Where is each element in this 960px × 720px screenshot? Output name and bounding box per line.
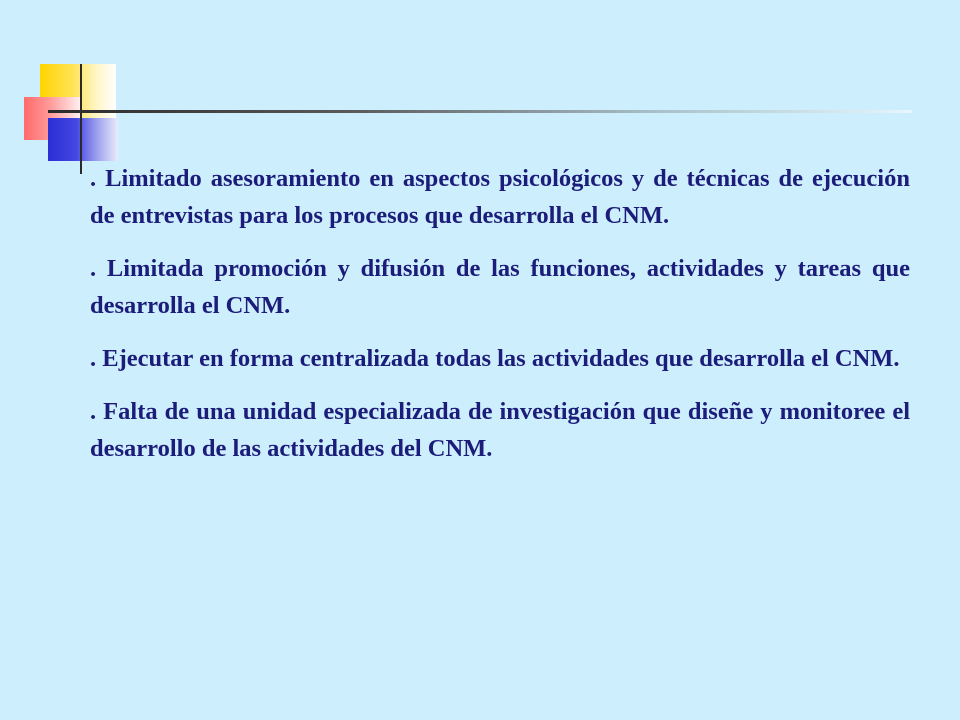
bullet-paragraph-1: . Limitado asesoramiento en aspectos psicológicos y de técnicas de ejecución de entrevistas para los procesos que desarrolla el CNM. bbox=[90, 165, 910, 229]
bullet-paragraph-3: . Ejecutar en forma centralizada todas las actividades que desarrolla el CNM. bbox=[90, 345, 900, 372]
decor-horizontal-line bbox=[48, 110, 912, 113]
slide-body bbox=[90, 160, 910, 483]
decor-vertical-line bbox=[80, 64, 82, 174]
bullet-paragraph-2: . Limitada promoción y difusión de las funciones, actividades y tareas que desarrolla el CNM. bbox=[90, 255, 910, 319]
decor-blue-square bbox=[48, 118, 118, 161]
bullet-paragraph-4: . Falta de una unidad especializada de investigación que diseñe y monitoree el desarrollo de las actividades del CNM. bbox=[90, 398, 910, 462]
